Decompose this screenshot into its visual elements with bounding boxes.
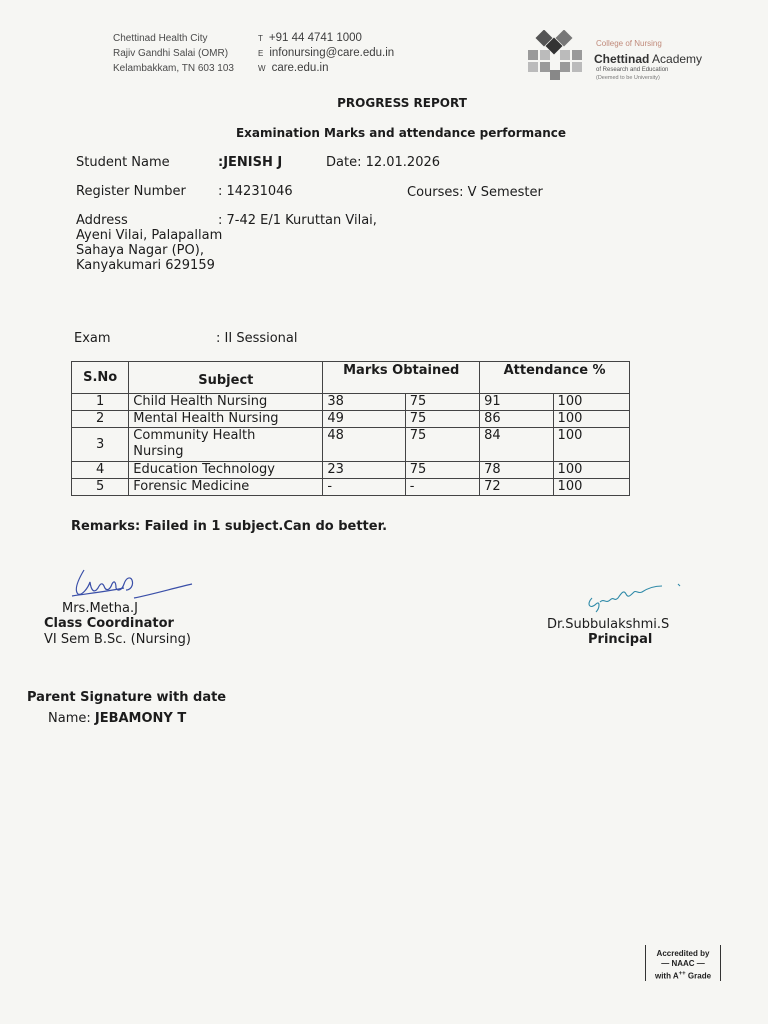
coordinator-role: Class Coordinator bbox=[44, 616, 174, 631]
badge-naac: NAAC bbox=[671, 959, 695, 968]
parent-signature-label: Parent Signature with date bbox=[27, 690, 227, 705]
cell-sno: 1 bbox=[72, 394, 129, 411]
cell-attendance: 86 bbox=[480, 411, 553, 428]
table-header-row bbox=[72, 362, 630, 394]
header-subject: Subject bbox=[129, 362, 323, 394]
logo-mark-icon bbox=[524, 30, 586, 84]
cell-marks: 49 bbox=[323, 411, 405, 428]
logo-academy-name bbox=[594, 52, 702, 66]
logo-subline-2: (Deemed to be University) bbox=[596, 75, 660, 81]
address-line: Ayeni Vilai, Palapallam bbox=[76, 228, 223, 243]
coordinator-name: Mrs.Metha.J bbox=[62, 601, 138, 616]
cell-marks-max: 75 bbox=[405, 428, 479, 462]
website-line: W care.edu.in bbox=[258, 62, 329, 74]
cell-sno: 4 bbox=[72, 462, 129, 479]
cell-sno: 2 bbox=[72, 411, 129, 428]
cell-attendance-max: 100 bbox=[553, 411, 629, 428]
table-row bbox=[72, 411, 630, 428]
letterhead-address bbox=[113, 31, 234, 76]
remarks: Remarks: Failed in 1 subject.Can do better. bbox=[71, 519, 388, 534]
cell-sno: 5 bbox=[72, 479, 129, 496]
cell-subject: Forensic Medicine bbox=[129, 479, 323, 496]
address-continuation bbox=[76, 228, 222, 273]
marks-table bbox=[71, 361, 630, 496]
table-row bbox=[72, 394, 630, 411]
cell-marks-max: 75 bbox=[405, 394, 479, 411]
cell-attendance: 72 bbox=[480, 479, 553, 496]
cell-attendance-max: 100 bbox=[553, 479, 629, 496]
badge-line-1: Accredited by bbox=[656, 949, 710, 958]
table-row bbox=[72, 479, 630, 496]
coordinator-dept: VI Sem B.Sc. (Nursing) bbox=[44, 632, 191, 647]
header-sno: S.No bbox=[72, 362, 129, 394]
badge-line-3 bbox=[646, 969, 720, 982]
address-line: Kelambakkam, TN 603 103 bbox=[113, 63, 234, 74]
logo-academy-word1: Chettinad bbox=[594, 52, 650, 66]
table-row bbox=[72, 462, 630, 479]
principal-name: Dr.Subbulakshmi.S bbox=[547, 617, 670, 632]
table-row bbox=[72, 428, 630, 462]
phone-line: T +91 44 4741 1000 bbox=[258, 32, 362, 44]
student-name-value: :JENISH J bbox=[218, 155, 283, 170]
parent-name-row bbox=[48, 711, 186, 726]
cell-marks: 23 bbox=[323, 462, 405, 479]
address-line: Kanyakumari 629159 bbox=[76, 258, 215, 273]
logo-subline-1: of Research and Education bbox=[596, 67, 669, 73]
student-name-label: Student Name bbox=[76, 155, 170, 170]
cell-subject: Mental Health Nursing bbox=[129, 411, 323, 428]
exam-value: : II Sessional bbox=[216, 331, 298, 346]
cell-attendance: 91 bbox=[480, 394, 553, 411]
institution-logo bbox=[524, 30, 724, 90]
address-line: Chettinad Health City bbox=[113, 33, 208, 44]
badge-grade: Grade bbox=[685, 971, 712, 981]
register-number-label: Register Number bbox=[76, 184, 186, 199]
badge-with: with A bbox=[654, 971, 679, 981]
naac-accreditation-badge bbox=[645, 945, 721, 981]
report-subtitle: Examination Marks and attendance performance bbox=[235, 126, 567, 140]
logo-academy-word2: Academy bbox=[652, 52, 703, 66]
address-label: Address bbox=[76, 213, 128, 228]
exam-label: Exam bbox=[74, 331, 111, 346]
cell-subject: Child Health Nursing bbox=[129, 394, 323, 411]
badge-grade-sup: ++ bbox=[678, 971, 686, 977]
cell-attendance-max: 100 bbox=[553, 428, 629, 462]
register-number-value: : 14231046 bbox=[218, 184, 293, 199]
cell-marks: 48 bbox=[323, 428, 405, 462]
cell-sno: 3 bbox=[72, 428, 129, 462]
cell-marks-max: - bbox=[405, 479, 479, 496]
courses-label: Courses: V Semester bbox=[407, 185, 543, 200]
cell-attendance-max: 100 bbox=[553, 394, 629, 411]
badge-line-2: — NAAC — bbox=[661, 959, 705, 968]
cell-subject: Community Health Nursing bbox=[129, 428, 323, 462]
parent-name-label: Name: bbox=[48, 711, 91, 726]
email-line: E infonursing@care.edu.in bbox=[258, 47, 395, 59]
cell-attendance: 78 bbox=[480, 462, 553, 479]
cell-marks: - bbox=[323, 479, 405, 496]
principal-signature-icon bbox=[582, 578, 692, 618]
cell-attendance-max: 100 bbox=[553, 462, 629, 479]
address-line: Rajiv Gandhi Salai (OMR) bbox=[113, 48, 229, 59]
report-date: Date: 12.01.2026 bbox=[326, 155, 441, 170]
cell-marks-max: 75 bbox=[405, 462, 479, 479]
cell-marks: 38 bbox=[323, 394, 405, 411]
cell-attendance: 84 bbox=[480, 428, 553, 462]
principal-role: Principal bbox=[588, 632, 653, 647]
letterhead-contacts bbox=[258, 31, 394, 76]
address-line: Sahaya Nagar (PO), bbox=[76, 243, 204, 258]
cell-subject: Education Technology bbox=[129, 462, 323, 479]
header-marks: Marks Obtained bbox=[323, 362, 480, 394]
parent-name-value: JEBAMONY T bbox=[94, 711, 187, 726]
header-attendance: Attendance % bbox=[480, 362, 630, 394]
cell-marks-max: 75 bbox=[405, 411, 479, 428]
address-value: : 7-42 E/1 Kuruttan Vilai, bbox=[218, 213, 377, 228]
logo-college-name: College of Nursing bbox=[596, 39, 662, 48]
report-title: PROGRESS REPORT bbox=[337, 96, 467, 110]
